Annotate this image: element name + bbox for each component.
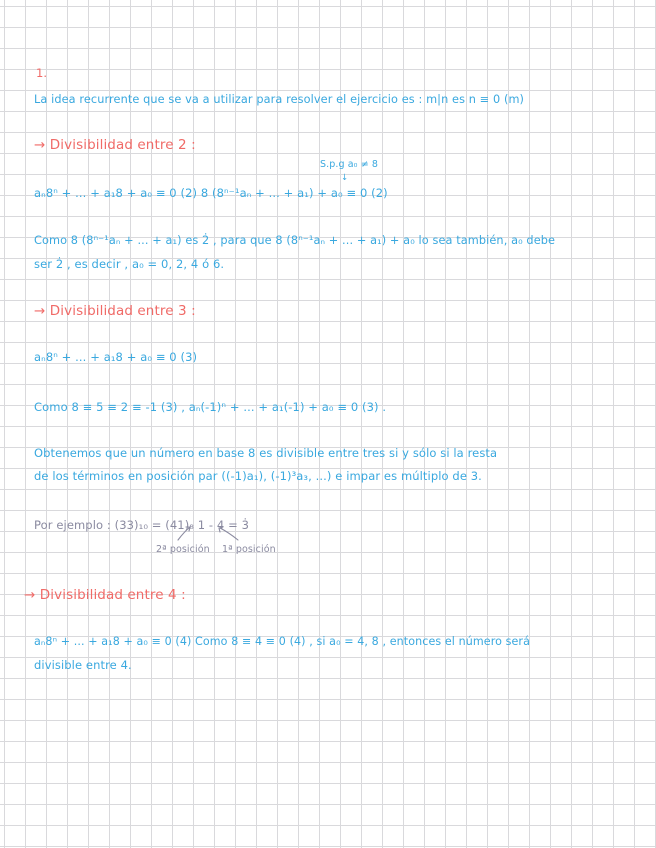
annotation-arrow: ↓	[341, 173, 349, 183]
conclusion-line-2: de los términos en posición par ((-1)a₁), (-1)³a₃, ...) e impar es múltiplo de 3.	[34, 469, 482, 483]
conclusion-line-1: Obtenemos que un número en base 8 es divisible entre tres si y sólo si la resta	[34, 446, 498, 460]
explanation-line-1: Como 8 (8ⁿ⁻¹aₙ + ... + a₁) es 2̇ , para que 8 (8ⁿ⁻¹aₙ + ... + a₁) + a₀ lo sea también, a₀ debe	[34, 234, 556, 247]
heading-divisibility-4: → Divisibilidad entre 4 :	[24, 587, 186, 603]
div4-line-2: divisible entre 4.	[34, 658, 132, 672]
congruence-line: Como 8 ≡ 5 ≡ 2 ≡ -1 (3) , aₙ(-1)ⁿ + ... + a₁(-1) + a₀ ≡ 0 (3) .	[34, 400, 387, 414]
heading-divisibility-3: → Divisibilidad entre 3 :	[34, 303, 196, 319]
explanation-line-2: ser 2̇ , es decir , a₀ = 0, 2, 4 ó 6.	[34, 257, 225, 271]
div4-line-1: aₙ8ⁿ + ... + a₁8 + a₀ ≡ 0 (4) Como 8 ≡ 4 ≡ 0 (4) , si a₀ = 4, 8 , entonces el número será	[34, 635, 530, 648]
example-label-second-position: 2ª posición	[156, 544, 210, 555]
intro-text: La idea recurrente que se va a utilizar para resolver el ejercicio es : m|n es n ≡ 0 (m)	[34, 93, 525, 106]
equation-mod-2: aₙ8ⁿ + ... + a₁8 + a₀ ≡ 0 (2) 8 (8ⁿ⁻¹aₙ + ... + a₁) + a₀ ≡ 0 (2)	[34, 186, 388, 200]
heading-divisibility-2: → Divisibilidad entre 2 :	[34, 137, 196, 153]
example-line: Por ejemplo : (33)₁₀ = (41)₈ 1 - 4 = 3̇	[34, 518, 250, 532]
equation-mod-3: aₙ8ⁿ + ... + a₁8 + a₀ ≡ 0 (3)	[34, 350, 198, 364]
annotation-spg: S.p.g a₀ ≠ 8	[320, 159, 379, 170]
page-number: 1.	[36, 66, 48, 80]
example-label-first-position: 1ª posición	[222, 544, 276, 555]
